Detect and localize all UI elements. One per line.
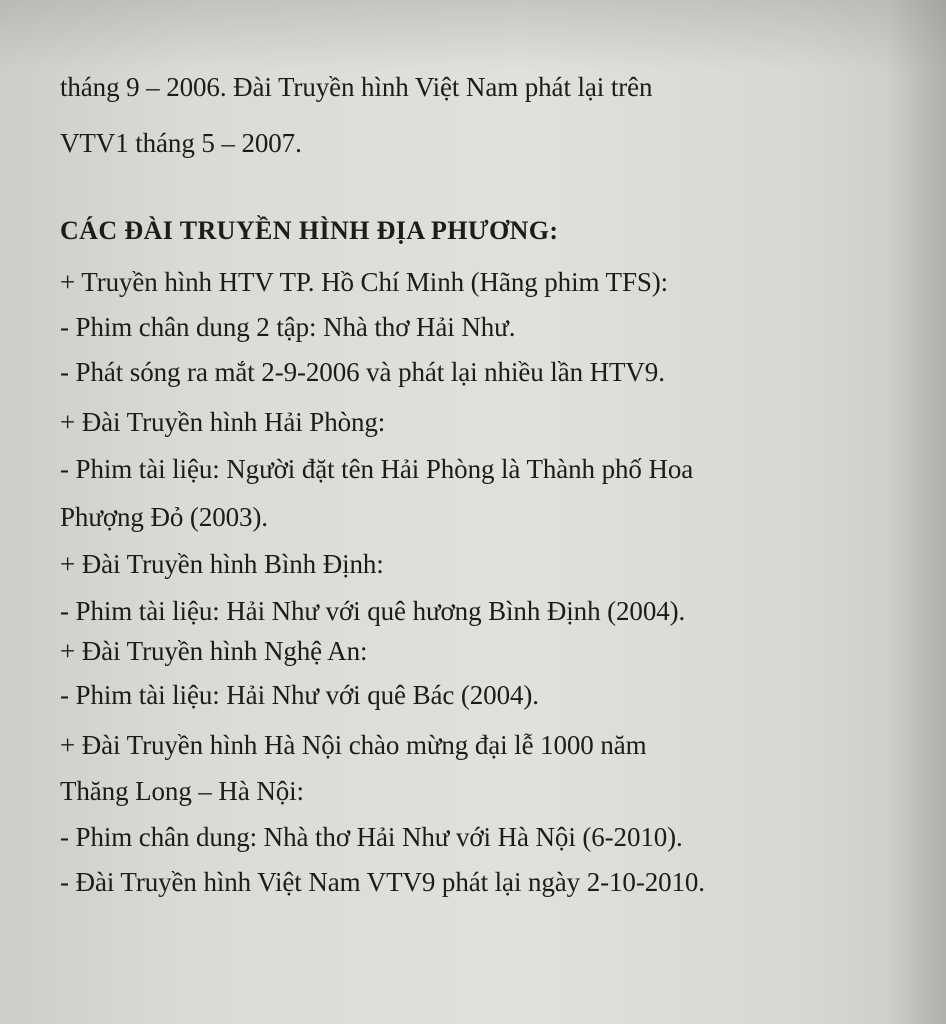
list-item: - Phát sóng ra mắt 2-9-2006 và phát lại nhiều lần HTV9. [60, 357, 665, 387]
page-shadow-top [0, 0, 946, 70]
list-item: + Truyền hình HTV TP. Hồ Chí Minh (Hãng phim TFS): [60, 267, 669, 297]
list-item: - Phim chân dung 2 tập: Nhà thơ Hải Như. [60, 312, 516, 342]
list-item: + Đài Truyền hình Hà Nội chào mừng đại lễ 1000 năm [60, 730, 647, 760]
list-item: - Phim tài liệu: Hải Như với quê Bác (2004). [60, 680, 539, 710]
list-item: + Đài Truyền hình Bình Định: [60, 549, 384, 579]
text-line: VTV1 tháng 5 – 2007. [60, 128, 302, 158]
text-line: Thăng Long – Hà Nội: [60, 776, 304, 806]
list-item: - Đài Truyền hình Việt Nam VTV9 phát lại ngày 2-10-2010. [60, 867, 705, 897]
page-shadow-right [886, 0, 946, 1024]
text-line: tháng 9 – 2006. Đài Truyền hình Việt Nam phát lại trên [60, 72, 653, 102]
list-item: + Đài Truyền hình Nghệ An: [60, 636, 368, 666]
text-line: Phượng Đỏ (2003). [60, 502, 268, 532]
list-item: - Phim tài liệu: Người đặt tên Hải Phòng là Thành phố Hoa [60, 454, 694, 484]
section-heading: CÁC ĐÀI TRUYỀN HÌNH ĐỊA PHƯƠNG: [60, 216, 559, 245]
list-item: - Phim chân dung: Nhà thơ Hải Như với Hà Nội (6-2010). [60, 822, 683, 852]
list-item: - Phim tài liệu: Hải Như với quê hương Bình Định (2004). [60, 596, 686, 626]
list-item: + Đài Truyền hình Hải Phòng: [60, 407, 386, 437]
